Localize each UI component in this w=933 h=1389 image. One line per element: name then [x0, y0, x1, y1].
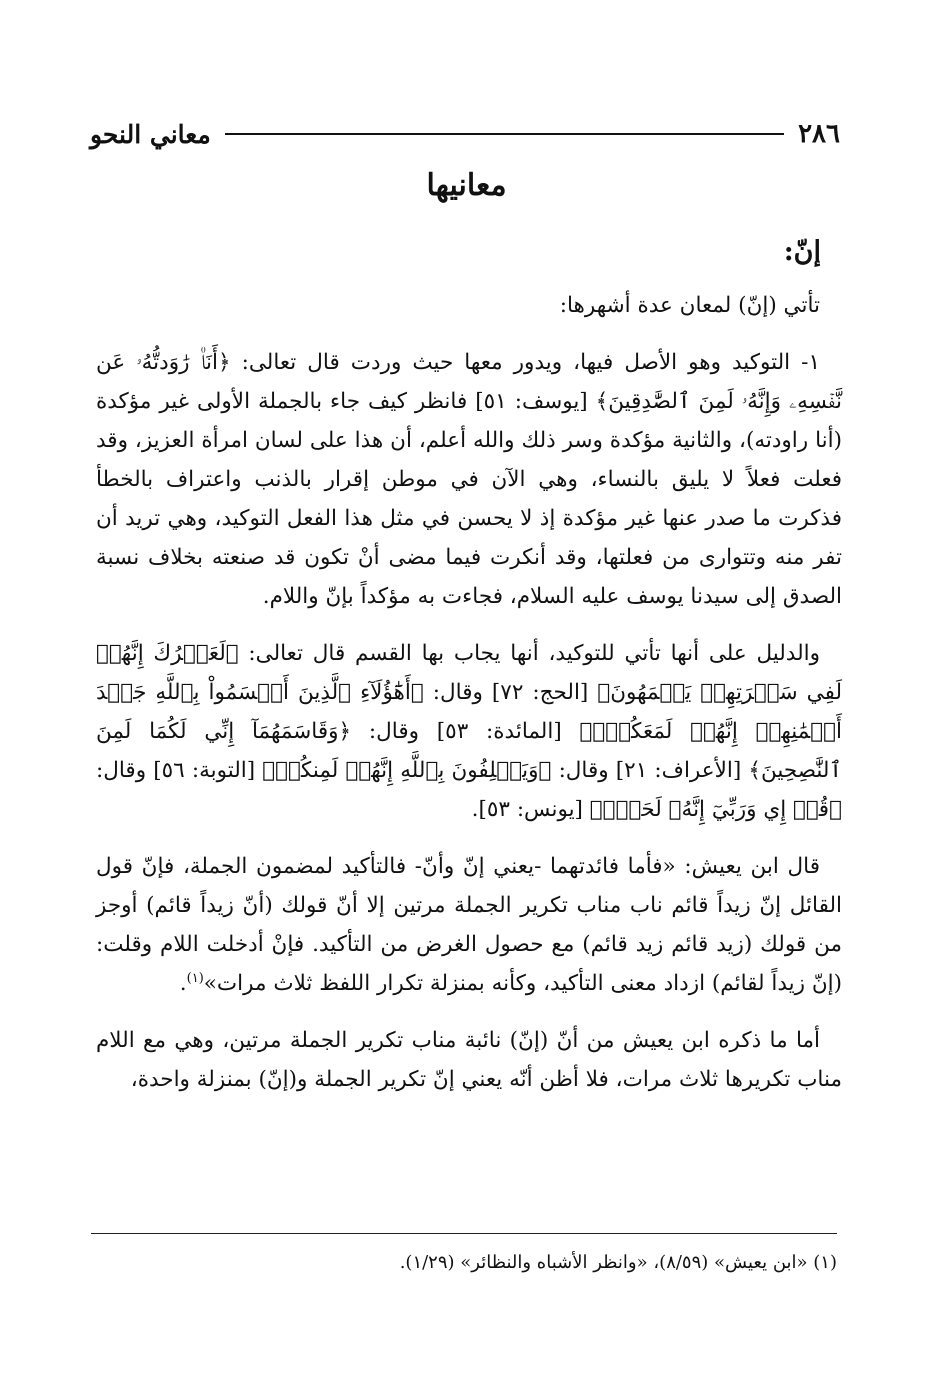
body-text [96, 286, 842, 1117]
header-rule [225, 133, 784, 135]
page-number: ٢٨٦ [798, 119, 840, 149]
footnote-rule [91, 1233, 837, 1234]
paragraph-intro: تأتي (إنّ) لمعان عدة أشهرها: [559, 293, 820, 318]
subheading: إنّ: [783, 236, 821, 267]
paragraph-2: والدليل على أنها تأتي للتوكيد، أنها يجاب بها القسم قال تعالى: ﴿لَعَمۡرُكَ إِنَّهُمۡ لَفِي سَكۡرَتِهِمۡ يَعۡمَهُونَ﴾ [الحج: ٧٢] وقال: ﴿أَهَٰٓؤُلَآءِ ٱلَّذِينَ أَقۡسَمُواْ بِٱللَّهِ جَهۡدَ أَيۡمَٰنِهِمۡ إِنَّهُمۡ لَمَعَكُمۡۚ﴾ [المائدة: ٥٣] وقال: ﴿وَقَاسَمَهُمَآ إِنِّي لَكُمَا لَمِنَ ٱلنَّٰصِحِينَ﴾ [الأعراف: ٢١] وقال: ﴿وَيَحۡلِفُونَ بِٱللَّهِ إِنَّهُمۡ لَمِنكُمۡ﴾ [التوبة: ٥٦] وقال: ﴿قُلۡ إِي وَرَبِّيٓ إِنَّهُۥ لَحَقّٞ﴾ [يونس: ٥٣]. [96, 641, 842, 822]
paragraph-3-text: قال ابن يعيش: «فأما فائدتهما -يعني إنّ وأنّ- فالتأكيد لمضمون الجملة، فإنّ قول القائل إنّ زيداً قائم ناب مناب تكرير الجملة مرتين إلا أنّ قولك (أنّ زيداً قائم) أوجز من قولك (زيد قائم زيد قائم) مع حصول الغرض من التأكيد. فإنْ أدخلت اللام وقلت: (إنّ زيداً لقائم) ازداد معنى التأكيد، وكأنه بمنزلة تكرار اللفظ ثلاث مرات» [96, 854, 842, 996]
book-title: معاني النحو [90, 119, 211, 149]
footnote-marker[interactable]: (١) [186, 970, 204, 986]
page-header [90, 112, 840, 156]
footnote: (١) «ابن يعيش» (٨/٥٩)، «وانظر الأشباه والنظائر» (١/٢٩). [399, 1252, 837, 1273]
paragraph-1: ١- التوكيد وهو الأصل فيها، ويدور معها حيث وردت قال تعالى: ﴿أَنَا۠ رَٰوَدتُّهُۥ عَن نَّفۡسِهِۦ وَإِنَّهُۥ لَمِنَ ٱلصَّٰدِقِينَ﴾ [يوسف: ٥١] فانظر كيف جاء بالجملة الأولى غير مؤكدة (أنا راودته)، والثانية مؤكدة وسر ذلك والله أعلم، أن هذا على لسان امرأة العزيز، وقد فعلت فعلاً لا يليق بالنساء، وهي الآن في موطن إقرار بالذنب واعتراف بالخطأ فذكرت ما صدر عنها غير مؤكدة إذ لا يحسن في مثل هذا الفعل التوكيد، وهي تريد أن تفر منه وتتوارى من فعلتها، وقد أنكرت فيما مضى أنْ تكون قد صنعته بخلاف نسبة الصدق إلى سيدنا يوسف عليه السلام، فجاءت به مؤكداً بإنّ واللام. [96, 350, 842, 609]
paragraph-3: قال ابن يعيش: «فأما فائدتهما -يعني إنّ وأنّ- فالتأكيد لمضمون الجملة، فإنّ قول القائل إنّ زيداً قائم ناب مناب تكرير الجملة مرتين إلا أنّ قولك (أنّ زيداً قائم) أوجز من قولك (زيد قائم زيد قائم) مع حصول الغرض من التأكيد. فإنْ أدخلت اللام وقلت: (إنّ زيداً لقائم) ازداد معنى التأكيد، وكأنه بمنزلة تكرار اللفظ ثلاث مرات»$^{(١)}$. [96, 854, 842, 996]
paragraph-4: أما ما ذكره ابن يعيش من أنّ (إنّ) نائبة مناب تكرير الجملة مرتين، وهي مع اللام مناب تكريرها ثلاث مرات، فلا أظن أنّه يعني إنّ تكرير الجملة و(إنّ) بمنزلة واحدة، [96, 1028, 842, 1092]
section-title: معانيها [426, 168, 507, 203]
